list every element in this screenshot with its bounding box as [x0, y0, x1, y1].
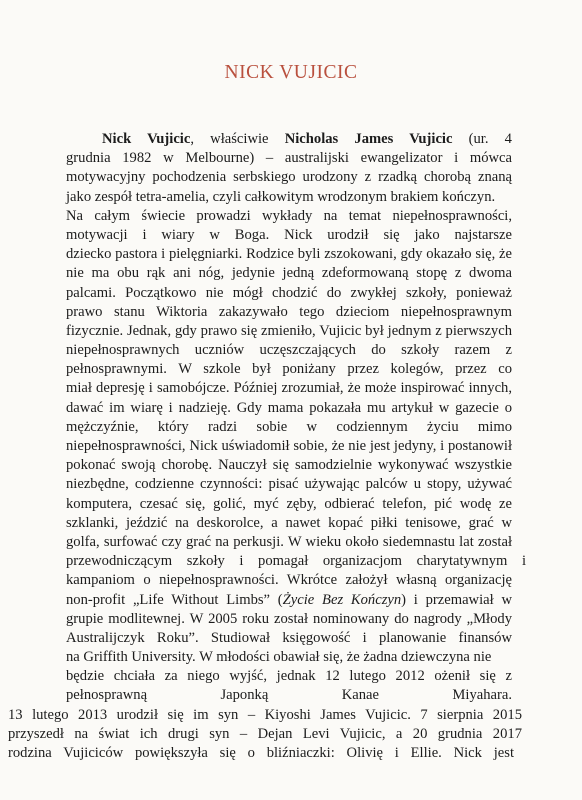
text-run: rodzina Vujiciców powiększyła się o bliźniaczki: Olivię i Ellie. Nick jest — [8, 745, 514, 761]
text-run: miał depresję i samobójcze. Później zrozumiał, że może inspirować innych, — [66, 380, 512, 397]
text-run: jako zespół tetra-amelia, czyli całkowitym wrodzonym brakiem kończyn. — [66, 188, 496, 205]
text-line — [66, 533, 512, 552]
text-run: przewodniczącym szkoły i pomagał organizacjom charytatywnym i — [66, 553, 526, 570]
text-line — [66, 456, 512, 475]
text-run: W młodości obawiał się, że żadna dziewczyna nie — [195, 649, 492, 666]
text-line — [66, 341, 512, 360]
text-line — [66, 514, 512, 533]
text-line — [66, 284, 512, 303]
text-run: pokonać swoją chorobę. Nauczył się samodzielnie wykonywać wszystkie — [66, 457, 512, 474]
text-line — [66, 610, 512, 629]
text-line — [66, 360, 512, 379]
text-line — [8, 744, 514, 763]
text-run: pełnosprawnymi. W szkole był poniżany przez kolegów, przez co — [66, 361, 512, 378]
text-run: golfa, surfować czy grać na perkusji. W wieku około siedemnastu lat został — [66, 533, 512, 550]
text-run: niezbędne, codzienne czynności: pisać używając palców u stopy, używać — [66, 476, 512, 493]
text-run: szklanki, jeździć na deskorolce, a nawet kopać piłki tenisowe, grać w — [66, 514, 512, 531]
text-line — [66, 130, 512, 149]
text-line — [66, 667, 512, 686]
text-line — [66, 629, 512, 648]
text-line — [66, 245, 512, 264]
text-run: fizycznie. Jednak, gdy prawo się zmieniło, Vujicic był jednym z pierwszych — [66, 322, 512, 339]
text-line — [66, 303, 512, 322]
text-run: motywacyjny pochodzenia serbskiego urodzony z rzadką chorobą znaną — [66, 169, 512, 186]
text-line — [66, 226, 512, 245]
text-run: Australijczyk Roku”. Studiował księgowość i planowanie finansów — [66, 629, 512, 646]
page-title: NICK VUJICIC — [224, 62, 358, 83]
text-run: będzie chciała za niego wyjść, jednak 12 lutego 2012 ożenił się z — [66, 668, 512, 685]
text-line — [66, 437, 512, 456]
text-run: dawać im wiarę i nadzieję. Gdy mama pokazała mu artykuł w gazecie o — [66, 399, 512, 416]
text-run: motywacji i wiary w Boga. Nick urodził się jako najstarsze — [66, 226, 512, 243]
text-run: ) i przemawiał w — [401, 591, 512, 608]
text-line — [66, 207, 512, 226]
text-line — [66, 591, 512, 610]
text-line — [66, 168, 512, 187]
text-line — [66, 149, 512, 168]
text-run: Na całym świecie prowadzi wykłady na temat niepełnosprawności, — [66, 207, 512, 224]
text-run: pełnosprawną Japonką Kanae Miyahara. — [66, 687, 512, 704]
text-run: (ur. 4 — [452, 131, 512, 147]
text-line — [66, 188, 512, 207]
text-line — [66, 264, 512, 283]
text-line — [66, 322, 512, 341]
text-line — [66, 571, 512, 590]
text-run: , właściwie — [190, 131, 285, 147]
text-run: non-profit „Life Without Limbs” ( — [66, 591, 283, 608]
italic-title: Życie Bez Kończyn — [282, 591, 402, 608]
bold-name: Nicholas James Vujicic — [284, 131, 453, 147]
text-run: prawo stanu Wiktoria zakazywało tego dzieciom niepełnosprawnym — [66, 303, 512, 320]
text-line — [66, 418, 512, 437]
text-run: 13 lutego 2013 urodził się im syn – Kiyoshi James Vujicic. 7 sierpnia 2015 — [8, 706, 522, 723]
text-run: niepełnosprawności, Nick uświadomił sobie, że nie jest jedyny, i postanowił — [66, 438, 512, 454]
text-run: nie ma obu rąk ani nóg, jedynie jedną zdeformowaną stopę z dwoma — [66, 265, 512, 282]
text-run: dziecko pastora i pielęgniarki. Rodzice byli zszokowani, gdy okazało się, że — [66, 246, 512, 263]
text-line — [66, 648, 512, 667]
text-run: komputera, czesać się, golić, myć zęby, odbierać telefon, pić wodę ze — [66, 495, 512, 512]
text-run: grupie modlitewnej. W 2005 roku został nominowany do nagrody „Młody — [66, 610, 512, 627]
text-run: niepełnosprawnych uczniów uczęszczających do szkoły razem z — [66, 342, 512, 359]
text-line — [66, 475, 512, 494]
text-run: na Griffith University. — [66, 649, 196, 666]
text-run: przyszedł na świat ich drugi syn – Dejan Levi Vujicic, a 20 grudnia 2017 — [8, 725, 522, 742]
text-line — [8, 706, 522, 725]
text-run: mężczyźnie, który radzi sobie w codziennym życiu mimo — [66, 418, 512, 435]
text-run: palcami. Początkowo nie mógł chodzić do zwykłej szkoły, ponieważ — [66, 284, 512, 301]
text-line — [66, 495, 512, 514]
article-body — [8, 130, 526, 763]
text-line — [66, 686, 512, 705]
text-run: grudnia 1982 w Melbourne) – australijski ewangelizator i mówca — [66, 150, 512, 167]
bold-name: Nick Vujicic — [102, 131, 191, 147]
text-line — [66, 379, 512, 398]
text-line — [8, 725, 522, 744]
text-run: kampaniom o niepełnosprawności. Wkrótce założył własną organizację — [66, 572, 512, 589]
text-line — [66, 552, 526, 571]
text-line — [66, 399, 512, 418]
